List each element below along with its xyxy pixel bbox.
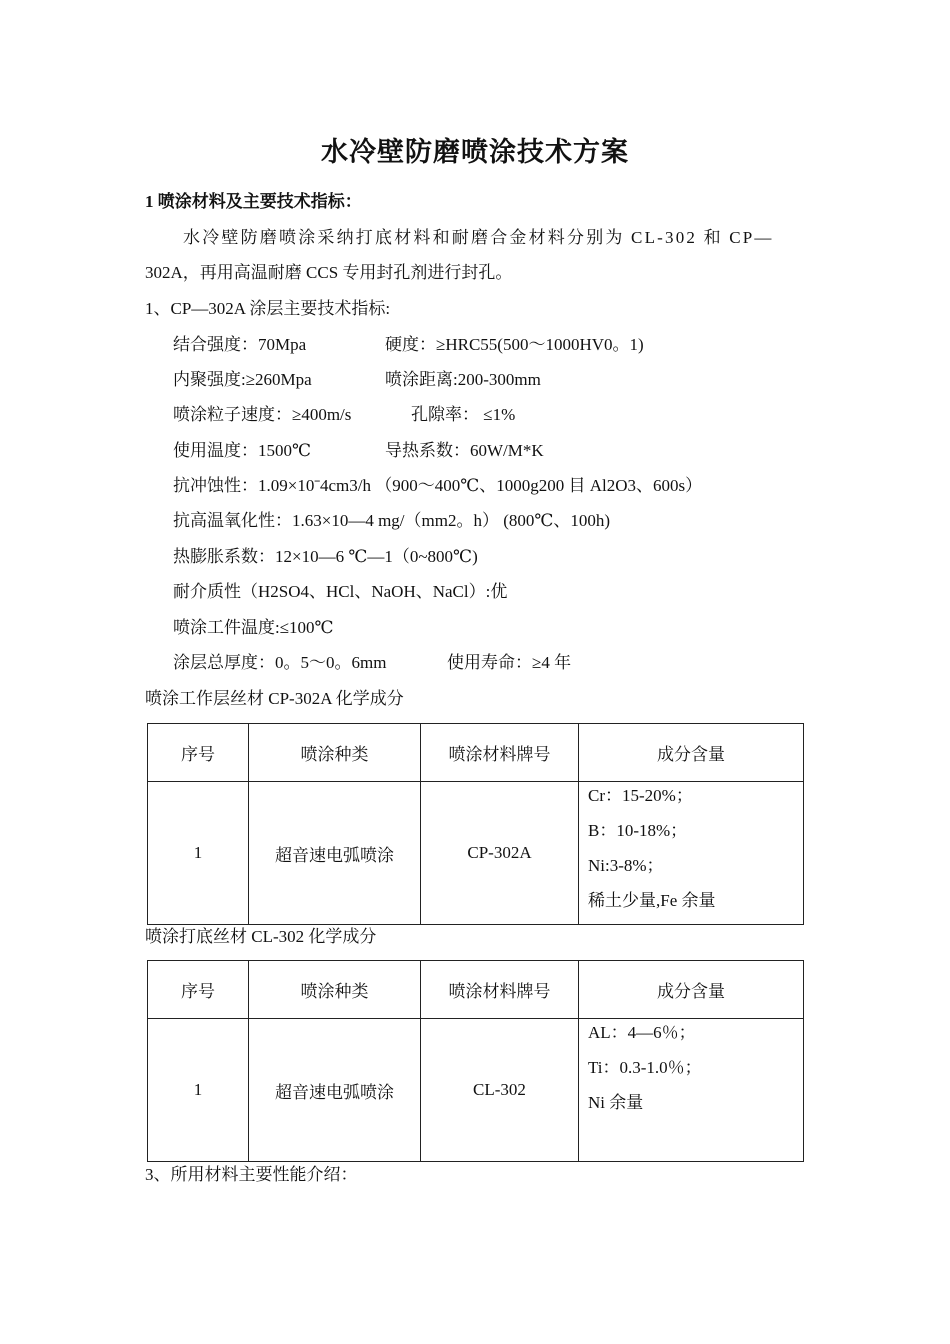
spec-workpiece-temp: 喷涂工件温度:≤100℃	[173, 618, 334, 637]
composition-line: AL：4—6％；	[588, 1023, 696, 1042]
header-composition: 成分含量	[579, 724, 804, 782]
cell-type: 超音速电弧喷涂	[249, 782, 421, 925]
composition-line: Ni:3-8%；	[588, 856, 664, 875]
cell-composition	[579, 782, 804, 925]
section3-heading: 3、所用材料主要性能介绍：	[145, 1165, 358, 1184]
header-composition: 成分含量	[579, 961, 804, 1019]
spec-bond-strength: 结合强度：70Mpa	[173, 335, 307, 354]
table-header-row	[148, 724, 804, 782]
spec-hardness: 硬度：≥HRC55(500～1000HV0。1)	[385, 335, 644, 354]
spec-thickness: 涂层总厚度：0。5～0。6mm	[173, 653, 387, 672]
spec-corrosion: 耐介质性（H2SO4、HCl、NaOH、NaCl）:优	[173, 582, 508, 601]
cell-type: 超音速电弧喷涂	[249, 1019, 421, 1162]
document-title: 水冷壁防磨喷涂技术方案	[321, 137, 629, 167]
composition-line: Cr：15-20%；	[588, 786, 693, 805]
intro-line-1: 水冷壁防磨喷涂采纳打底材料和耐磨合金材料分别为 CL-302 和 CP—	[183, 228, 774, 247]
cell-no: 1	[148, 1019, 249, 1162]
composition-line: 稀土少量,Fe 余量	[588, 891, 716, 910]
composition-table-cl302	[147, 960, 804, 1162]
table-row	[148, 782, 804, 925]
spec-row-1	[173, 333, 873, 357]
table2-caption: 喷涂打底丝材 CL-302 化学成分	[145, 927, 377, 946]
spec-life: 使用寿命：≥4 年	[447, 653, 572, 672]
cell-composition	[579, 1019, 804, 1162]
spec-row-last	[173, 651, 873, 675]
composition-line: Ni 余量	[588, 1093, 644, 1112]
spec-oxidation: 抗高温氧化性：1.63×10—4 mg/（mm2。h） (800℃、100h)	[173, 511, 611, 530]
spec-spray-distance: 喷涂距离:200-300mm	[385, 370, 541, 389]
header-no: 序号	[148, 961, 249, 1019]
header-grade: 喷涂材料牌号	[421, 724, 579, 782]
spec-service-temp: 使用温度：1500℃	[173, 441, 312, 460]
header-grade: 喷涂材料牌号	[421, 961, 579, 1019]
table1-caption: 喷涂工作层丝材 CP-302A 化学成分	[145, 689, 404, 708]
composition-line: Ti：0.3-1.0％；	[588, 1058, 702, 1077]
spec-heading: 1、CP—302A 涂层主要技术指标:	[145, 299, 391, 318]
cell-grade: CP-302A	[421, 782, 579, 925]
composition-line: B：10-18%；	[588, 821, 688, 840]
table-row	[148, 1019, 804, 1162]
header-type: 喷涂种类	[249, 961, 421, 1019]
spec-thermal-conductivity: 导热系数：60W/M*K	[385, 441, 544, 460]
intro-line-2: 302A，再用高温耐磨 CCS 专用封孔剂进行封孔。	[145, 263, 513, 282]
spec-porosity: 孔隙率： ≤1%	[411, 405, 516, 424]
section1-heading: 1 喷涂材料及主要技术指标：	[145, 192, 362, 211]
header-type: 喷涂种类	[249, 724, 421, 782]
cell-grade: CL-302	[421, 1019, 579, 1162]
spec-erosion: 抗冲蚀性：1.09×10ˉ4cm3/h （900～400℃、1000g200 目 Al2O3、600s）	[173, 476, 703, 495]
composition-table-cp302a	[147, 723, 804, 925]
spec-expansion: 热膨胀系数：12×10—6 ℃—1（0~800℃)	[173, 547, 478, 566]
spec-row-2	[173, 368, 873, 392]
spec-row-4	[173, 439, 873, 463]
spec-cohesive-strength: 内聚强度:≥260Mpa	[173, 370, 312, 389]
spec-row-3	[173, 403, 873, 427]
table-header-row	[148, 961, 804, 1019]
header-no: 序号	[148, 724, 249, 782]
spec-particle-speed: 喷涂粒子速度：≥400m/s	[173, 405, 352, 424]
cell-no: 1	[148, 782, 249, 925]
